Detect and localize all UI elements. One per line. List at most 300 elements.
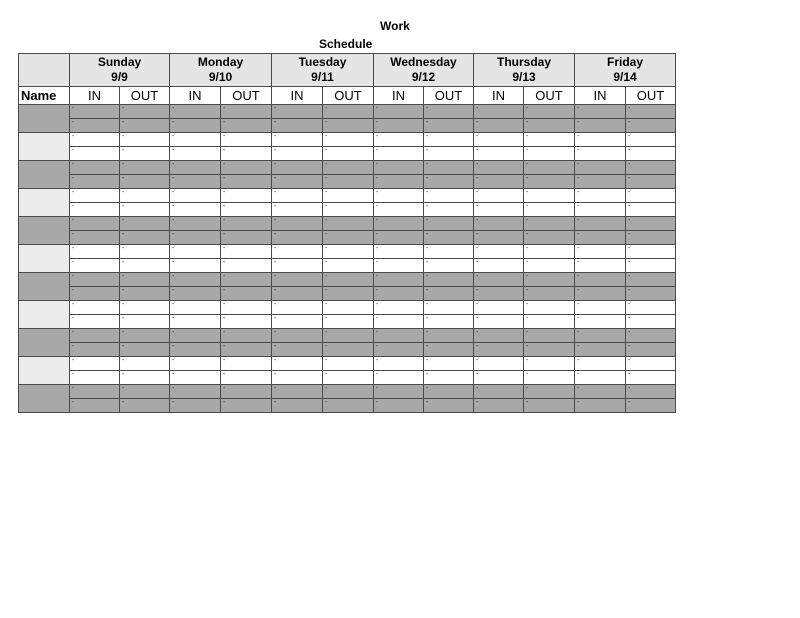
time-in-cell[interactable]: - bbox=[374, 245, 424, 259]
time-out-cell[interactable]: - bbox=[524, 231, 575, 245]
time-out-cell[interactable]: - bbox=[221, 147, 272, 161]
time-in-cell[interactable]: - bbox=[70, 343, 120, 357]
time-in-cell[interactable]: - bbox=[70, 119, 120, 133]
time-in-cell[interactable]: - bbox=[272, 189, 323, 203]
day-name: Thursday bbox=[496, 55, 551, 69]
time-out-cell[interactable]: - bbox=[323, 287, 374, 301]
time-out-cell[interactable]: - bbox=[221, 273, 272, 287]
time-in-cell[interactable]: - bbox=[272, 119, 323, 133]
time-in-cell[interactable]: - bbox=[374, 357, 424, 371]
time-in-cell[interactable]: - bbox=[575, 259, 626, 273]
time-out-cell[interactable]: - bbox=[424, 175, 474, 189]
time-out-cell[interactable]: - bbox=[626, 343, 676, 357]
time-out-cell[interactable]: - bbox=[221, 245, 272, 259]
time-in-cell[interactable]: - bbox=[70, 259, 120, 273]
time-out-cell[interactable]: - bbox=[626, 371, 676, 385]
time-in-cell[interactable]: - bbox=[575, 399, 626, 413]
time-in-cell[interactable]: - bbox=[474, 217, 524, 231]
time-in-cell[interactable]: - bbox=[272, 245, 323, 259]
time-out-cell[interactable]: - bbox=[424, 343, 474, 357]
time-out-cell[interactable]: - bbox=[120, 175, 170, 189]
time-out-cell[interactable]: - bbox=[524, 105, 575, 119]
time-out-cell[interactable]: - bbox=[221, 287, 272, 301]
time-in-cell[interactable]: - bbox=[374, 147, 424, 161]
time-in-cell[interactable]: - bbox=[374, 371, 424, 385]
time-out-cell[interactable]: - bbox=[626, 105, 676, 119]
time-in-cell[interactable]: - bbox=[70, 133, 120, 147]
time-in-cell[interactable]: - bbox=[272, 161, 323, 175]
time-out-cell[interactable]: - bbox=[120, 301, 170, 315]
time-in-cell[interactable]: - bbox=[272, 301, 323, 315]
time-in-cell[interactable]: - bbox=[272, 329, 323, 343]
time-out-cell[interactable]: - bbox=[424, 273, 474, 287]
time-in-cell[interactable]: - bbox=[170, 105, 221, 119]
time-out-cell[interactable]: - bbox=[524, 245, 575, 259]
time-in-cell[interactable]: - bbox=[70, 315, 120, 329]
time-in-cell[interactable]: - bbox=[70, 217, 120, 231]
time-out-cell[interactable]: - bbox=[626, 133, 676, 147]
time-in-cell[interactable]: - bbox=[374, 189, 424, 203]
time-in-cell[interactable]: - bbox=[272, 259, 323, 273]
time-out-cell[interactable]: - bbox=[120, 385, 170, 399]
time-in-cell[interactable]: - bbox=[474, 399, 524, 413]
time-out-cell[interactable]: - bbox=[323, 301, 374, 315]
time-out-cell[interactable]: - bbox=[524, 273, 575, 287]
time-in-cell[interactable]: - bbox=[374, 343, 424, 357]
time-in-cell[interactable]: - bbox=[170, 273, 221, 287]
employee-name-cell[interactable] bbox=[19, 301, 70, 329]
time-out-cell[interactable]: - bbox=[323, 175, 374, 189]
time-out-cell[interactable]: - bbox=[221, 371, 272, 385]
time-in-cell[interactable]: - bbox=[70, 357, 120, 371]
employee-name-cell[interactable] bbox=[19, 189, 70, 217]
time-out-cell[interactable]: - bbox=[424, 245, 474, 259]
time-out-cell[interactable]: - bbox=[120, 273, 170, 287]
time-in-cell[interactable]: - bbox=[272, 315, 323, 329]
time-in-cell[interactable]: - bbox=[170, 371, 221, 385]
time-in-cell[interactable]: - bbox=[272, 203, 323, 217]
time-in-cell[interactable]: - bbox=[575, 273, 626, 287]
in-header: IN bbox=[272, 87, 323, 105]
time-in-cell[interactable]: - bbox=[474, 329, 524, 343]
time-in-cell[interactable]: - bbox=[170, 161, 221, 175]
time-out-cell[interactable]: - bbox=[626, 175, 676, 189]
time-in-cell[interactable]: - bbox=[70, 399, 120, 413]
time-in-cell[interactable]: - bbox=[374, 385, 424, 399]
employee-row bbox=[19, 231, 676, 245]
time-in-cell[interactable]: - bbox=[170, 133, 221, 147]
time-in-cell[interactable]: - bbox=[374, 217, 424, 231]
time-in-cell[interactable]: - bbox=[374, 203, 424, 217]
time-out-cell[interactable]: - bbox=[323, 385, 374, 399]
time-out-cell[interactable]: - bbox=[626, 315, 676, 329]
time-out-cell[interactable]: - bbox=[120, 357, 170, 371]
time-in-cell[interactable]: - bbox=[575, 147, 626, 161]
employee-row bbox=[19, 315, 676, 329]
time-in-cell[interactable]: - bbox=[474, 343, 524, 357]
time-out-cell[interactable]: - bbox=[424, 301, 474, 315]
time-out-cell[interactable]: - bbox=[626, 357, 676, 371]
employee-name-cell[interactable] bbox=[19, 161, 70, 189]
time-in-cell[interactable]: - bbox=[575, 315, 626, 329]
time-in-cell[interactable]: - bbox=[374, 161, 424, 175]
time-out-cell[interactable]: - bbox=[524, 343, 575, 357]
time-in-cell[interactable]: - bbox=[272, 357, 323, 371]
time-out-cell[interactable]: - bbox=[524, 385, 575, 399]
time-in-cell[interactable]: - bbox=[170, 259, 221, 273]
time-out-cell[interactable]: - bbox=[323, 105, 374, 119]
time-in-cell[interactable]: - bbox=[575, 357, 626, 371]
out-header: OUT bbox=[221, 87, 272, 105]
day-header-tuesday bbox=[272, 54, 374, 87]
time-out-cell[interactable]: - bbox=[626, 147, 676, 161]
time-in-cell[interactable]: - bbox=[474, 245, 524, 259]
time-in-cell[interactable]: - bbox=[70, 147, 120, 161]
time-in-cell[interactable]: - bbox=[374, 273, 424, 287]
time-in-cell[interactable]: - bbox=[272, 273, 323, 287]
time-out-cell[interactable]: - bbox=[524, 315, 575, 329]
time-in-cell[interactable]: - bbox=[170, 189, 221, 203]
time-out-cell[interactable]: - bbox=[524, 399, 575, 413]
time-out-cell[interactable]: - bbox=[524, 175, 575, 189]
employee-row bbox=[19, 189, 676, 203]
time-in-cell[interactable]: - bbox=[272, 399, 323, 413]
time-out-cell[interactable]: - bbox=[323, 147, 374, 161]
time-out-cell[interactable]: - bbox=[424, 231, 474, 245]
time-in-cell[interactable]: - bbox=[272, 287, 323, 301]
time-out-cell[interactable]: - bbox=[524, 301, 575, 315]
time-in-cell[interactable]: - bbox=[374, 301, 424, 315]
time-in-cell[interactable]: - bbox=[70, 189, 120, 203]
time-out-cell[interactable]: - bbox=[424, 371, 474, 385]
time-in-cell[interactable]: - bbox=[170, 385, 221, 399]
employee-name-cell[interactable] bbox=[19, 273, 70, 301]
time-out-cell[interactable]: - bbox=[424, 147, 474, 161]
employee-name-cell[interactable] bbox=[19, 133, 70, 161]
time-out-cell[interactable]: - bbox=[323, 245, 374, 259]
time-in-cell[interactable]: - bbox=[70, 273, 120, 287]
time-out-cell[interactable]: - bbox=[120, 245, 170, 259]
time-in-cell[interactable]: - bbox=[170, 315, 221, 329]
time-out-cell[interactable]: - bbox=[323, 133, 374, 147]
time-out-cell[interactable]: - bbox=[323, 357, 374, 371]
employee-row bbox=[19, 217, 676, 231]
time-in-cell[interactable]: - bbox=[272, 371, 323, 385]
time-out-cell[interactable]: - bbox=[221, 357, 272, 371]
time-out-cell[interactable]: - bbox=[323, 217, 374, 231]
time-out-cell[interactable]: - bbox=[323, 189, 374, 203]
time-out-cell[interactable]: - bbox=[524, 119, 575, 133]
time-out-cell[interactable]: - bbox=[323, 203, 374, 217]
out-header: OUT bbox=[424, 87, 474, 105]
employee-name-cell[interactable] bbox=[19, 385, 70, 413]
time-in-cell[interactable]: - bbox=[70, 105, 120, 119]
time-in-cell[interactable]: - bbox=[170, 287, 221, 301]
time-out-cell[interactable]: - bbox=[424, 399, 474, 413]
time-in-cell[interactable]: - bbox=[374, 287, 424, 301]
time-out-cell[interactable]: - bbox=[323, 231, 374, 245]
time-out-cell[interactable]: - bbox=[524, 357, 575, 371]
time-out-cell[interactable]: - bbox=[120, 189, 170, 203]
time-in-cell[interactable]: - bbox=[575, 175, 626, 189]
time-in-cell[interactable]: - bbox=[272, 343, 323, 357]
time-in-cell[interactable]: - bbox=[374, 315, 424, 329]
time-out-cell[interactable]: - bbox=[221, 315, 272, 329]
time-out-cell[interactable]: - bbox=[626, 231, 676, 245]
time-out-cell[interactable]: - bbox=[626, 287, 676, 301]
time-in-cell[interactable]: - bbox=[70, 175, 120, 189]
time-out-cell[interactable]: - bbox=[221, 329, 272, 343]
time-in-cell[interactable]: - bbox=[474, 357, 524, 371]
time-in-cell[interactable]: - bbox=[70, 329, 120, 343]
time-out-cell[interactable]: - bbox=[221, 161, 272, 175]
time-in-cell[interactable]: - bbox=[70, 245, 120, 259]
time-in-cell[interactable]: - bbox=[374, 231, 424, 245]
time-in-cell[interactable]: - bbox=[70, 287, 120, 301]
time-out-cell[interactable]: - bbox=[120, 315, 170, 329]
time-in-cell[interactable]: - bbox=[70, 385, 120, 399]
time-in-cell[interactable]: - bbox=[474, 175, 524, 189]
time-out-cell[interactable]: - bbox=[221, 343, 272, 357]
time-in-cell[interactable]: - bbox=[474, 105, 524, 119]
time-out-cell[interactable]: - bbox=[626, 203, 676, 217]
time-out-cell[interactable]: - bbox=[323, 399, 374, 413]
time-in-cell[interactable]: - bbox=[272, 217, 323, 231]
employee-name-cell[interactable] bbox=[19, 357, 70, 385]
time-in-cell[interactable]: - bbox=[474, 161, 524, 175]
in-header: IN bbox=[474, 87, 524, 105]
time-out-cell[interactable]: - bbox=[424, 119, 474, 133]
time-out-cell[interactable]: - bbox=[120, 147, 170, 161]
time-in-cell[interactable]: - bbox=[374, 105, 424, 119]
time-out-cell[interactable]: - bbox=[424, 133, 474, 147]
time-in-cell[interactable]: - bbox=[575, 385, 626, 399]
time-out-cell[interactable]: - bbox=[524, 259, 575, 273]
time-in-cell[interactable]: - bbox=[170, 217, 221, 231]
time-in-cell[interactable]: - bbox=[374, 175, 424, 189]
employee-name-cell[interactable] bbox=[19, 329, 70, 357]
time-out-cell[interactable]: - bbox=[424, 357, 474, 371]
time-in-cell[interactable]: - bbox=[272, 385, 323, 399]
time-out-cell[interactable]: - bbox=[524, 133, 575, 147]
time-out-cell[interactable]: - bbox=[524, 203, 575, 217]
time-out-cell[interactable]: - bbox=[424, 189, 474, 203]
time-in-cell[interactable]: - bbox=[272, 175, 323, 189]
time-out-cell[interactable]: - bbox=[221, 217, 272, 231]
time-in-cell[interactable]: - bbox=[474, 231, 524, 245]
time-out-cell[interactable]: - bbox=[120, 399, 170, 413]
time-in-cell[interactable]: - bbox=[575, 287, 626, 301]
time-in-cell[interactable]: - bbox=[575, 161, 626, 175]
time-out-cell[interactable]: - bbox=[424, 217, 474, 231]
time-out-cell[interactable]: - bbox=[626, 329, 676, 343]
time-out-cell[interactable]: - bbox=[626, 259, 676, 273]
time-in-cell[interactable]: - bbox=[575, 231, 626, 245]
time-in-cell[interactable]: - bbox=[474, 287, 524, 301]
time-out-cell[interactable]: - bbox=[221, 399, 272, 413]
time-out-cell[interactable]: - bbox=[524, 329, 575, 343]
time-out-cell[interactable]: - bbox=[424, 287, 474, 301]
day-name: Tuesday bbox=[298, 55, 347, 69]
time-in-cell[interactable]: - bbox=[474, 203, 524, 217]
time-in-cell[interactable]: - bbox=[474, 119, 524, 133]
time-out-cell[interactable]: - bbox=[626, 245, 676, 259]
time-out-cell[interactable]: - bbox=[120, 133, 170, 147]
time-out-cell[interactable]: - bbox=[524, 371, 575, 385]
out-header: OUT bbox=[524, 87, 575, 105]
time-out-cell[interactable]: - bbox=[120, 329, 170, 343]
time-out-cell[interactable]: - bbox=[424, 203, 474, 217]
time-out-cell[interactable]: - bbox=[524, 287, 575, 301]
time-out-cell[interactable]: - bbox=[626, 161, 676, 175]
time-in-cell[interactable]: - bbox=[170, 343, 221, 357]
time-in-cell[interactable]: - bbox=[575, 189, 626, 203]
time-out-cell[interactable]: - bbox=[221, 105, 272, 119]
time-out-cell[interactable]: - bbox=[221, 189, 272, 203]
time-out-cell[interactable]: - bbox=[626, 399, 676, 413]
time-in-cell[interactable]: - bbox=[474, 301, 524, 315]
time-out-cell[interactable]: - bbox=[120, 203, 170, 217]
corner-cell bbox=[19, 54, 70, 87]
out-header: OUT bbox=[120, 87, 170, 105]
time-in-cell[interactable]: - bbox=[170, 231, 221, 245]
time-out-cell[interactable]: - bbox=[120, 105, 170, 119]
employee-name-cell[interactable] bbox=[19, 105, 70, 133]
time-out-cell[interactable]: - bbox=[524, 161, 575, 175]
time-in-cell[interactable]: - bbox=[70, 203, 120, 217]
time-in-cell[interactable]: - bbox=[170, 301, 221, 315]
schedule-title-work: Work bbox=[380, 19, 410, 33]
time-in-cell[interactable]: - bbox=[374, 119, 424, 133]
time-out-cell[interactable]: - bbox=[626, 189, 676, 203]
time-out-cell[interactable]: - bbox=[221, 259, 272, 273]
employee-name-cell[interactable] bbox=[19, 245, 70, 273]
time-out-cell[interactable]: - bbox=[120, 343, 170, 357]
time-out-cell[interactable]: - bbox=[424, 259, 474, 273]
time-in-cell[interactable]: - bbox=[575, 245, 626, 259]
time-out-cell[interactable]: - bbox=[120, 161, 170, 175]
time-in-cell[interactable]: - bbox=[374, 259, 424, 273]
time-out-cell[interactable]: - bbox=[626, 119, 676, 133]
day-header-monday bbox=[170, 54, 272, 87]
time-out-cell[interactable]: - bbox=[323, 371, 374, 385]
time-in-cell[interactable]: - bbox=[575, 343, 626, 357]
schedule-title-schedule: Schedule bbox=[319, 37, 373, 51]
time-in-cell[interactable]: - bbox=[474, 147, 524, 161]
time-out-cell[interactable]: - bbox=[424, 385, 474, 399]
time-in-cell[interactable]: - bbox=[575, 105, 626, 119]
time-out-cell[interactable]: - bbox=[221, 175, 272, 189]
time-out-cell[interactable]: - bbox=[424, 329, 474, 343]
time-in-cell[interactable]: - bbox=[575, 133, 626, 147]
time-out-cell[interactable]: - bbox=[323, 273, 374, 287]
time-in-cell[interactable]: - bbox=[374, 399, 424, 413]
time-in-cell[interactable]: - bbox=[474, 371, 524, 385]
time-out-cell[interactable]: - bbox=[626, 217, 676, 231]
in-header: IN bbox=[170, 87, 221, 105]
time-in-cell[interactable]: - bbox=[374, 133, 424, 147]
time-in-cell[interactable]: - bbox=[474, 189, 524, 203]
time-in-cell[interactable]: - bbox=[70, 371, 120, 385]
time-in-cell[interactable]: - bbox=[474, 133, 524, 147]
time-out-cell[interactable]: - bbox=[120, 217, 170, 231]
employee-row bbox=[19, 385, 676, 399]
time-in-cell[interactable]: - bbox=[575, 301, 626, 315]
time-out-cell[interactable]: - bbox=[120, 259, 170, 273]
time-in-cell[interactable]: - bbox=[170, 147, 221, 161]
time-out-cell[interactable]: - bbox=[424, 161, 474, 175]
time-in-cell[interactable]: - bbox=[575, 329, 626, 343]
time-in-cell[interactable]: - bbox=[170, 203, 221, 217]
time-out-cell[interactable]: - bbox=[323, 161, 374, 175]
time-out-cell[interactable]: - bbox=[626, 273, 676, 287]
time-in-cell[interactable]: - bbox=[170, 329, 221, 343]
time-in-cell[interactable]: - bbox=[474, 315, 524, 329]
time-out-cell[interactable]: - bbox=[323, 119, 374, 133]
time-in-cell[interactable]: - bbox=[272, 231, 323, 245]
time-out-cell[interactable]: - bbox=[221, 385, 272, 399]
time-in-cell[interactable]: - bbox=[272, 133, 323, 147]
time-out-cell[interactable]: - bbox=[221, 231, 272, 245]
time-out-cell[interactable]: - bbox=[221, 203, 272, 217]
time-in-cell[interactable]: - bbox=[170, 175, 221, 189]
time-out-cell[interactable]: - bbox=[221, 133, 272, 147]
time-out-cell[interactable]: - bbox=[120, 119, 170, 133]
time-in-cell[interactable]: - bbox=[70, 231, 120, 245]
time-in-cell[interactable]: - bbox=[170, 399, 221, 413]
time-in-cell[interactable]: - bbox=[70, 161, 120, 175]
time-out-cell[interactable]: - bbox=[120, 371, 170, 385]
day-header-thursday bbox=[474, 54, 575, 87]
employee-row bbox=[19, 357, 676, 371]
name-column-header: Name bbox=[19, 87, 70, 105]
time-out-cell[interactable]: - bbox=[120, 231, 170, 245]
time-in-cell[interactable]: - bbox=[474, 259, 524, 273]
time-in-cell[interactable]: - bbox=[575, 203, 626, 217]
time-out-cell[interactable]: - bbox=[221, 119, 272, 133]
time-out-cell[interactable]: - bbox=[626, 385, 676, 399]
time-in-cell[interactable]: - bbox=[474, 385, 524, 399]
time-in-cell[interactable]: - bbox=[474, 273, 524, 287]
employee-row bbox=[19, 175, 676, 189]
time-in-cell[interactable]: - bbox=[374, 329, 424, 343]
employee-name-cell[interactable] bbox=[19, 217, 70, 245]
time-in-cell[interactable]: - bbox=[170, 357, 221, 371]
time-out-cell[interactable]: - bbox=[120, 287, 170, 301]
day-date: 9/12 bbox=[411, 70, 436, 84]
time-out-cell[interactable]: - bbox=[323, 329, 374, 343]
time-out-cell[interactable]: - bbox=[626, 301, 676, 315]
time-out-cell[interactable]: - bbox=[221, 301, 272, 315]
time-in-cell[interactable]: - bbox=[272, 147, 323, 161]
time-out-cell[interactable]: - bbox=[424, 315, 474, 329]
time-out-cell[interactable]: - bbox=[323, 259, 374, 273]
time-out-cell[interactable]: - bbox=[323, 315, 374, 329]
time-out-cell[interactable]: - bbox=[524, 189, 575, 203]
time-in-cell[interactable]: - bbox=[575, 371, 626, 385]
time-in-cell[interactable]: - bbox=[575, 119, 626, 133]
time-in-cell[interactable]: - bbox=[170, 245, 221, 259]
time-in-cell[interactable]: - bbox=[575, 217, 626, 231]
time-in-cell[interactable]: - bbox=[272, 105, 323, 119]
time-in-cell[interactable]: - bbox=[170, 119, 221, 133]
time-in-cell[interactable]: - bbox=[70, 301, 120, 315]
time-out-cell[interactable]: - bbox=[524, 147, 575, 161]
time-out-cell[interactable]: - bbox=[524, 217, 575, 231]
time-out-cell[interactable]: - bbox=[424, 105, 474, 119]
employee-row bbox=[19, 343, 676, 357]
time-out-cell[interactable]: - bbox=[323, 343, 374, 357]
